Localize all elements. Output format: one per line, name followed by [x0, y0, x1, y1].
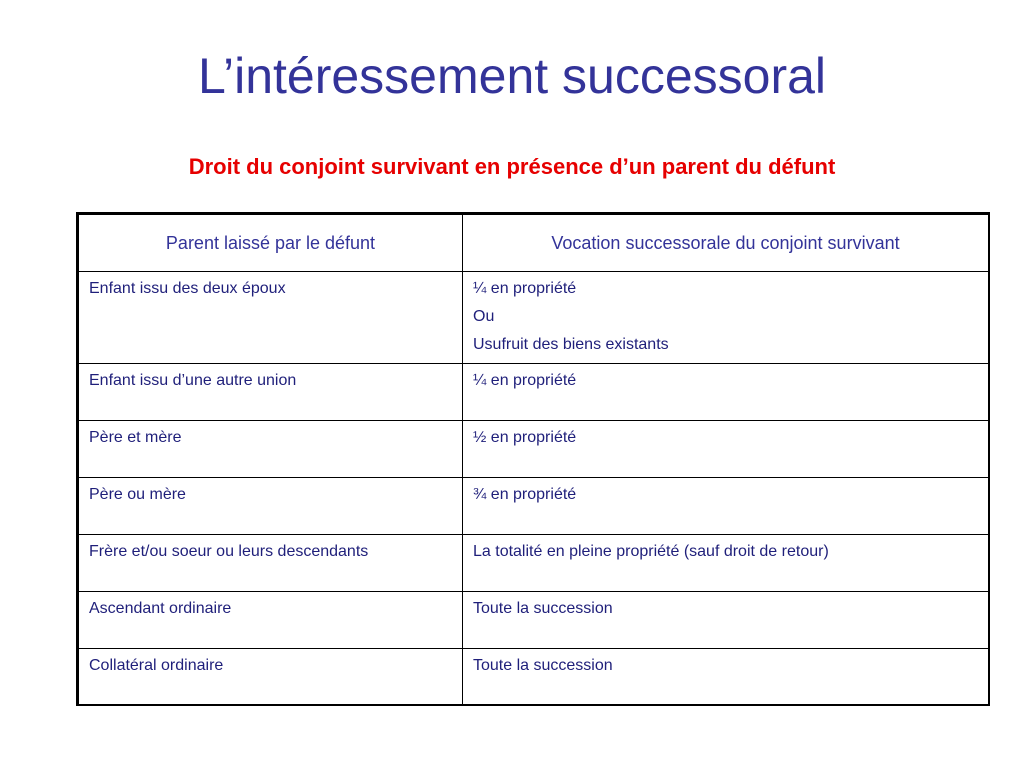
slide-subtitle: Droit du conjoint survivant en présence d’un parent du défunt [188, 154, 836, 179]
cell-parent: Père ou mère [79, 478, 463, 535]
vocation-line: Usufruit des biens existants [473, 336, 669, 353]
succession-table-container [76, 212, 990, 706]
table-row [79, 535, 989, 592]
header-parent: Parent laissé par le défunt [79, 215, 463, 272]
slide-title: L’intéressement successoral [197, 48, 827, 104]
cell-vocation: ¼ en propriété [463, 364, 989, 421]
table-header-row [79, 215, 989, 272]
table-row [79, 421, 989, 478]
cell-parent: Père et mère [79, 421, 463, 478]
vocation-line: Ou [473, 308, 495, 325]
table-row [79, 649, 989, 706]
cell-parent: Ascendant ordinaire [79, 592, 463, 649]
cell-vocation: Toute la succession [463, 649, 989, 706]
succession-table [78, 214, 989, 706]
header-vocation: Vocation successorale du conjoint survivant [463, 215, 989, 272]
table-row [79, 478, 989, 535]
vocation-line: ¼ en propriété [473, 280, 577, 297]
cell-vocation: Toute la succession [463, 592, 989, 649]
table-row [79, 592, 989, 649]
cell-parent: Enfant issu d’une autre union [79, 364, 463, 421]
cell-parent: Frère et/ou soeur ou leurs descendants [79, 535, 463, 592]
cell-vocation [463, 272, 989, 364]
cell-vocation: ¾ en propriété [463, 478, 989, 535]
cell-parent: Enfant issu des deux époux [79, 272, 463, 364]
cell-vocation: ½ en propriété [463, 421, 989, 478]
cell-vocation: La totalité en pleine propriété (sauf droit de retour) [463, 535, 989, 592]
table-row [79, 272, 989, 364]
cell-parent: Collatéral ordinaire [79, 649, 463, 706]
table-row [79, 364, 989, 421]
